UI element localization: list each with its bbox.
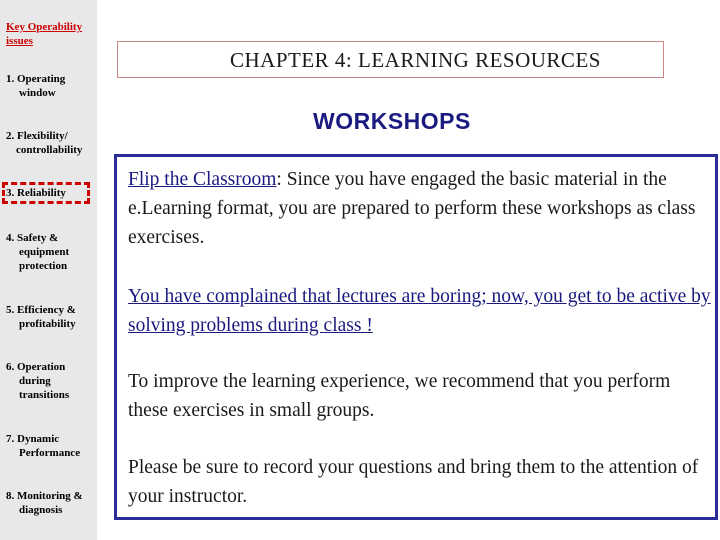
paragraph-text: : Since you have engaged the basic material in the e.Learning format, you are prepared to perform these workshops as class exercises.: [128, 169, 696, 248]
sidebar-item-label-cont: controllability: [16, 144, 83, 156]
paragraph-small-groups: To improve the learning experience, we recommend that you perform these exercises in small groups.: [128, 371, 671, 421]
sidebar-title-link[interactable]: Key Operability issues: [6, 21, 83, 47]
sidebar-item-label: Reliability: [17, 187, 66, 199]
sidebar-item-number: 3.: [6, 187, 15, 199]
sidebar-item-number: 1.: [6, 73, 15, 85]
sidebar-item-dynamic-performance[interactable]: [6, 432, 94, 460]
sidebar-item-label: Monitoring &: [17, 490, 83, 502]
chapter-title: CHAPTER 4: LEARNING RESOURCES: [230, 48, 601, 72]
sidebar-item-flexibility[interactable]: [6, 129, 94, 157]
sidebar-item-label-cont: diagnosis: [19, 504, 63, 516]
sidebar-item-number: 5.: [6, 304, 15, 316]
sidebar-item-label-cont: Performance: [19, 447, 81, 459]
sidebar-item-number: 6.: [6, 361, 15, 373]
sidebar-item-label-cont: equipment protection: [19, 246, 70, 272]
sidebar-item-monitoring[interactable]: [6, 489, 94, 517]
sidebar-item-number: 2.: [6, 130, 15, 142]
sidebar-item-operating-window[interactable]: [6, 72, 94, 100]
paragraph-flip-classroom: [128, 165, 713, 252]
sidebar-item-reliability[interactable]: [6, 186, 86, 200]
sidebar-item-label-cont: during transitions: [19, 375, 70, 401]
section-title: WORKSHOPS: [313, 108, 471, 134]
sidebar-item-label: Efficiency &: [17, 304, 76, 316]
sidebar-item-label: Operating: [17, 73, 66, 85]
sidebar-item-number: 8.: [6, 490, 15, 502]
sidebar-item-operation-transitions[interactable]: [6, 360, 94, 402]
sidebar-item-label-cont: profitability: [19, 318, 76, 330]
sidebar: [0, 0, 97, 540]
sidebar-item-label: Safety &: [17, 232, 59, 244]
sidebar-item-number: 7.: [6, 433, 15, 445]
sidebar-item-label: Flexibility/: [17, 130, 68, 142]
paragraph-record-questions: Please be sure to record your questions and bring them to the attention of your instructor.: [128, 457, 699, 507]
sidebar-item-label: Dynamic: [17, 433, 60, 445]
sidebar-item-efficiency[interactable]: [6, 303, 94, 331]
flip-classroom-link[interactable]: Flip the Classroom: [128, 169, 277, 190]
sidebar-item-label-cont: window: [19, 87, 56, 99]
sidebar-item-label: Operation: [17, 361, 66, 373]
sidebar-item-safety[interactable]: [6, 231, 94, 273]
sidebar-item-number: 4.: [6, 232, 15, 244]
paragraph-lectures-boring: You have complained that lectures are boring; now, you get to be active by solving problems during class !: [128, 286, 711, 336]
